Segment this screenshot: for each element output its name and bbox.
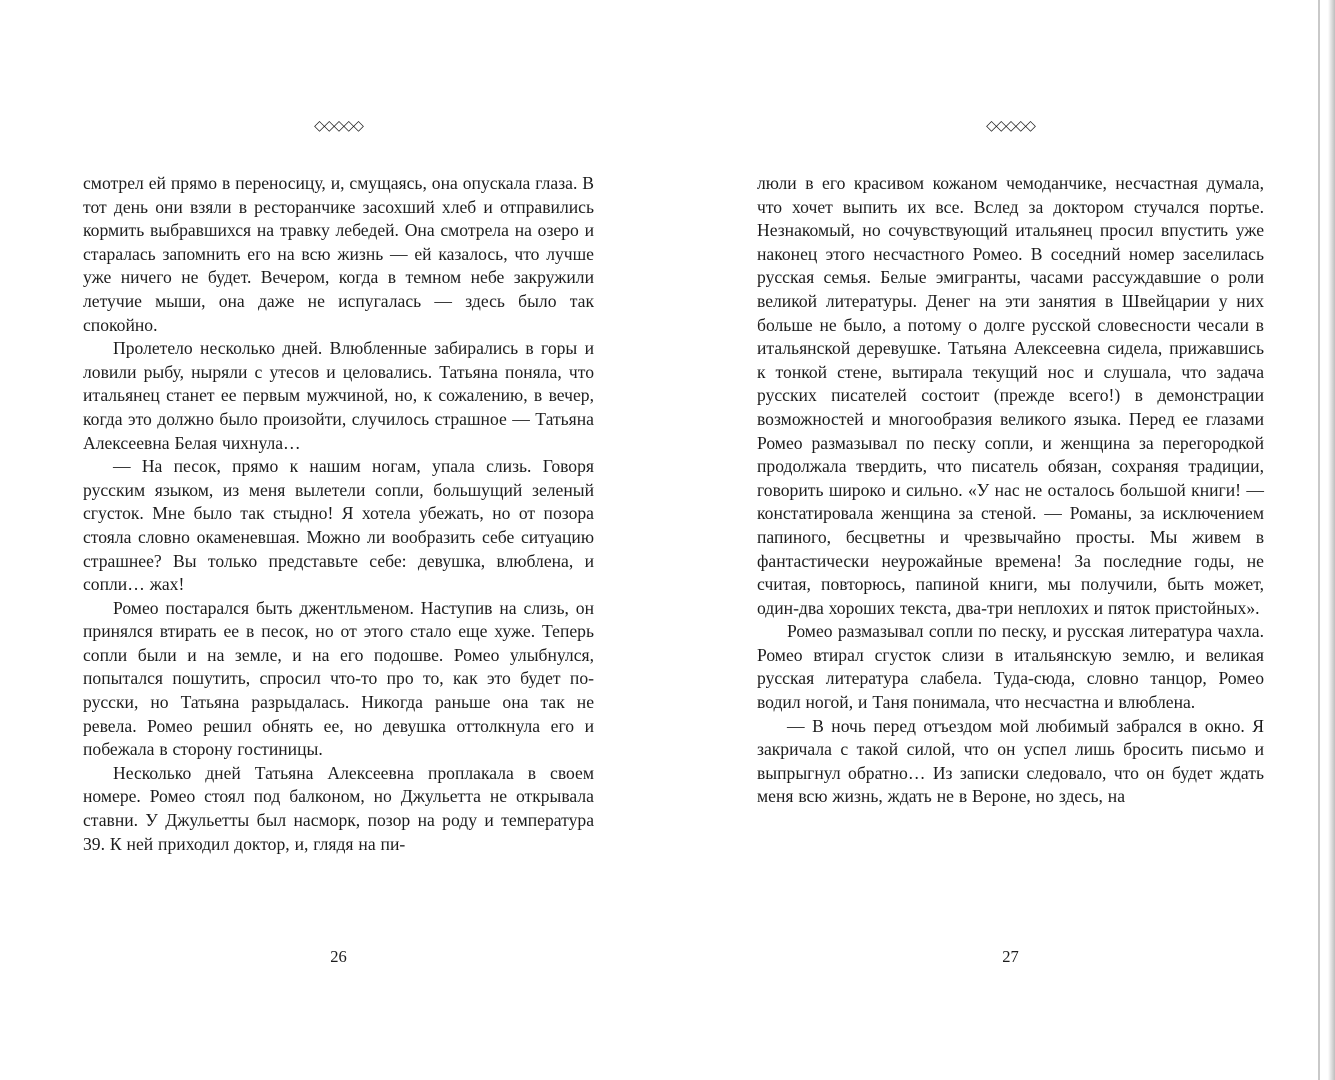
page-right [757, 0, 1264, 1080]
paragraph: Несколько дней Татьяна Алексеевна проплакала в своем номере. Ромео стоял под балконом, но Джульетта не открывала ставни. У Джульетты был насморк, позор на роду и температура 39. К ней приходил доктор, и, глядя на пи- [83, 762, 594, 854]
paragraph: Ромео постарался быть джентльменом. Наступив на слизь, он принялся втирать ее в песок, но от этого стало еще хуже. Теперь сопли были и на земле, и на его подошве. Ромео улыбнулся, попытался пошутить, спросил что-то про то, как это будет по-русски, но Татьяна разрыдалась. Никогда раньше она так не ревела. Ромео решил обнять ее, но девушка оттолкнула его и побежала в сторону гостиницы. [83, 597, 594, 760]
page-edge-line [1318, 0, 1320, 1080]
page-edge-shadow [1328, 0, 1335, 1080]
page-number-right: 27 [1002, 947, 1019, 966]
page-left [83, 0, 594, 1080]
page-left-text [83, 172, 594, 856]
paragraph: — В ночь перед отъездом мой любимый забрался в окно. Я закричала с такой силой, что он успел лишь бросить письмо и выпрыгнул обратно… Из записки следовало, что он будет ждать меня всю жизнь, ждать не в Вероне, но здесь, на [757, 715, 1264, 807]
paragraph: Пролетело несколько дней. Влюбленные забирались в горы и ловили рыбу, ныряли с утесов и целовались. Татьяна поняла, что итальянец станет ее первым мужчиной, но, к сожалению, в вечер, когда это должно было произойти, случилось страшное — Татьяна Алексеевна Белая чихнула… [83, 338, 594, 453]
ornament-left: ◇◇◇◇◇ [314, 119, 363, 134]
page-right-text [757, 172, 1264, 809]
paragraph: смотрел ей прямо в переносицу, и, смущаясь, она опускала глаза. В тот день они взяли в ресторанчике засохший хлеб и отправились кормить выбравшихся на травку лебедей. Она смотрела на озеро и старалась запомнить его на всю жизнь — ей казалось, что лучше уже ничего не будет. Вечером, когда в темном небе закружили летучие мыши, она даже не испугалась — здесь было так спокойно. [83, 173, 594, 335]
paragraph: люли в его красивом кожаном чемоданчике, несчастная думала, что хочет выпить их все. Вслед за доктором стучался портье. Незнакомый, но сочувствующий итальянец просил впустить уже наконец этого несчастного Ромео. В соседний номер заселилась русская семья. Белые эмигранты, часами рассуждавшие о роли великой литературы. Денег на эти занятия в Швейцарии у них больше не было, а потому о долге русской словесности чесали в итальянской деревушке. Татьяна Алексеевна сидела, прижавшись к тонкой стене, вытирала текущий нос и слушала, что задача русских писателей состоит (прежде всего!) в демонстрации возможностей и многообразия великого языка. Перед ее глазами Ромео размазывал по песку сопли, и женщина за перегородкой продолжала твердить, что писатель обязан, сохраняя традиции, говорить широко и сильно. «У нас не осталось большой книги! — констатировала женщина за стеной. — Романы, за исключением папиного, бесцветны и чрезвычайно просты. Мы живем в фантастически неурожайные времена! За последние годы, не считая, повторюсь, папиной книги, мы получили, быть может, один-два хороших текста, два-три неплохих и пяток пристойных». [757, 173, 1264, 618]
paragraph: Ромео размазывал сопли по песку, и русская литература чахла. Ромео втирал сгусток слизи в итальянскую землю, и великая русская литература слабела. Туда-сюда, словно танцор, Ромео водил ногой, и Таня понимала, что несчастна и влюблена. [757, 621, 1264, 713]
ornament-right: ◇◇◇◇◇ [986, 119, 1035, 134]
paragraph: — На песок, прямо к нашим ногам, упала слизь. Говоря русским языком, из меня вылетели сопли, большущий зеленый сгусток. Мне было так стыдно! Я хотела убежать, но от позора стояла словно окаменевшая. Можно ли вообразить себе ситуацию страшнее? Вы только представьте себе: девушка, влюблена, и сопли… жах! [83, 456, 594, 595]
page-number-left: 26 [330, 947, 347, 966]
